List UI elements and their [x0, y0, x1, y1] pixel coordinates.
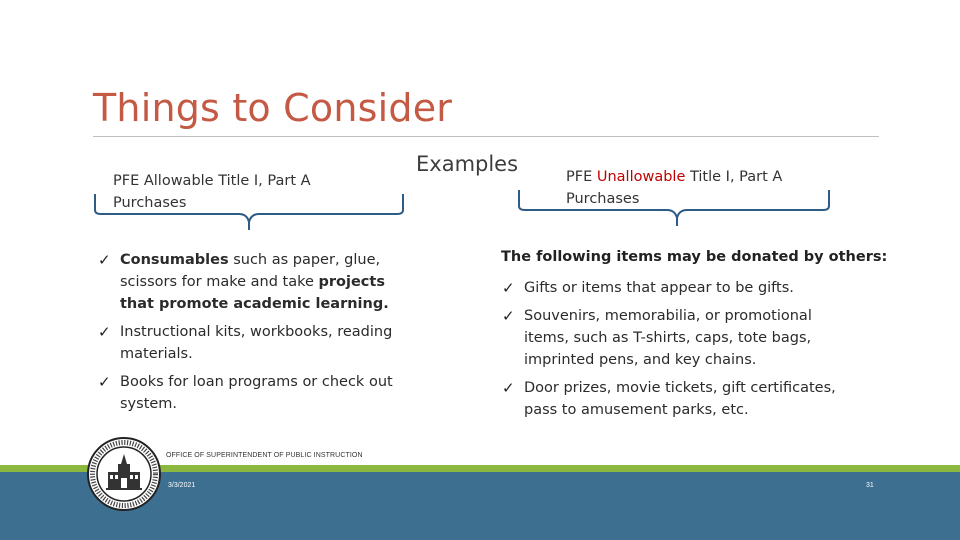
slide-title: Things to Consider: [93, 86, 453, 130]
list-item-text: Books for loan programs or check out system.: [120, 374, 393, 412]
list-item: [98, 371, 418, 415]
ospi-seal-icon: [86, 436, 162, 512]
footer-office: OFFICE OF SUPERINTENDENT OF PUBLIC INSTRUCTION: [166, 452, 363, 459]
unallowable-label-line2: Purchases: [566, 191, 640, 207]
allowable-label-line2: Purchases: [113, 195, 187, 211]
unallowable-list: [502, 277, 847, 427]
list-item-text: Instructional kits, workbooks, reading materials.: [120, 324, 393, 362]
projects-bold: projects that promote academic learning.: [120, 274, 389, 312]
left-brace-icon: [93, 192, 405, 232]
consumables-text: such as paper, glue, scissors for make and take: [120, 252, 381, 290]
list-item-text: Door prizes, movie tickets, gift certificates, pass to amusement parks, etc.: [524, 380, 836, 418]
unallowable-word: Unallowable: [596, 169, 686, 185]
footer-date: 3/3/2021: [168, 482, 196, 489]
page-number: 31: [866, 482, 874, 489]
allowable-label-line1: PFE Allowable Title I, Part A: [113, 173, 311, 189]
right-brace-icon: [517, 188, 833, 228]
check-icon: ✓: [98, 323, 111, 341]
list-item: [98, 321, 418, 365]
allowable-list: [98, 249, 418, 421]
list-item-text: Gifts or items that appear to be gifts.: [524, 280, 794, 296]
title-divider: [93, 136, 879, 137]
donated-heading: The following items may be donated by others:: [501, 249, 888, 265]
list-item: [502, 377, 847, 421]
unallowable-prefix: PFE: [566, 169, 597, 185]
consumables-bold: Consumables: [120, 252, 229, 268]
list-item: [98, 249, 418, 315]
list-item: [502, 305, 847, 371]
examples-label: Examples: [416, 152, 519, 176]
list-item-text: Souvenirs, memorabilia, or promotional items, such as T-shirts, caps, tote bags, imprinted pens, and key chains.: [524, 308, 812, 368]
check-icon: ✓: [98, 251, 111, 269]
check-icon: ✓: [98, 373, 111, 391]
check-icon: ✓: [502, 307, 515, 325]
check-icon: ✓: [502, 279, 515, 297]
check-icon: ✓: [502, 379, 515, 397]
unallowable-suffix: Title I, Part A: [685, 169, 783, 185]
unallowable-label-line1: [566, 166, 782, 188]
list-item: [502, 277, 847, 299]
